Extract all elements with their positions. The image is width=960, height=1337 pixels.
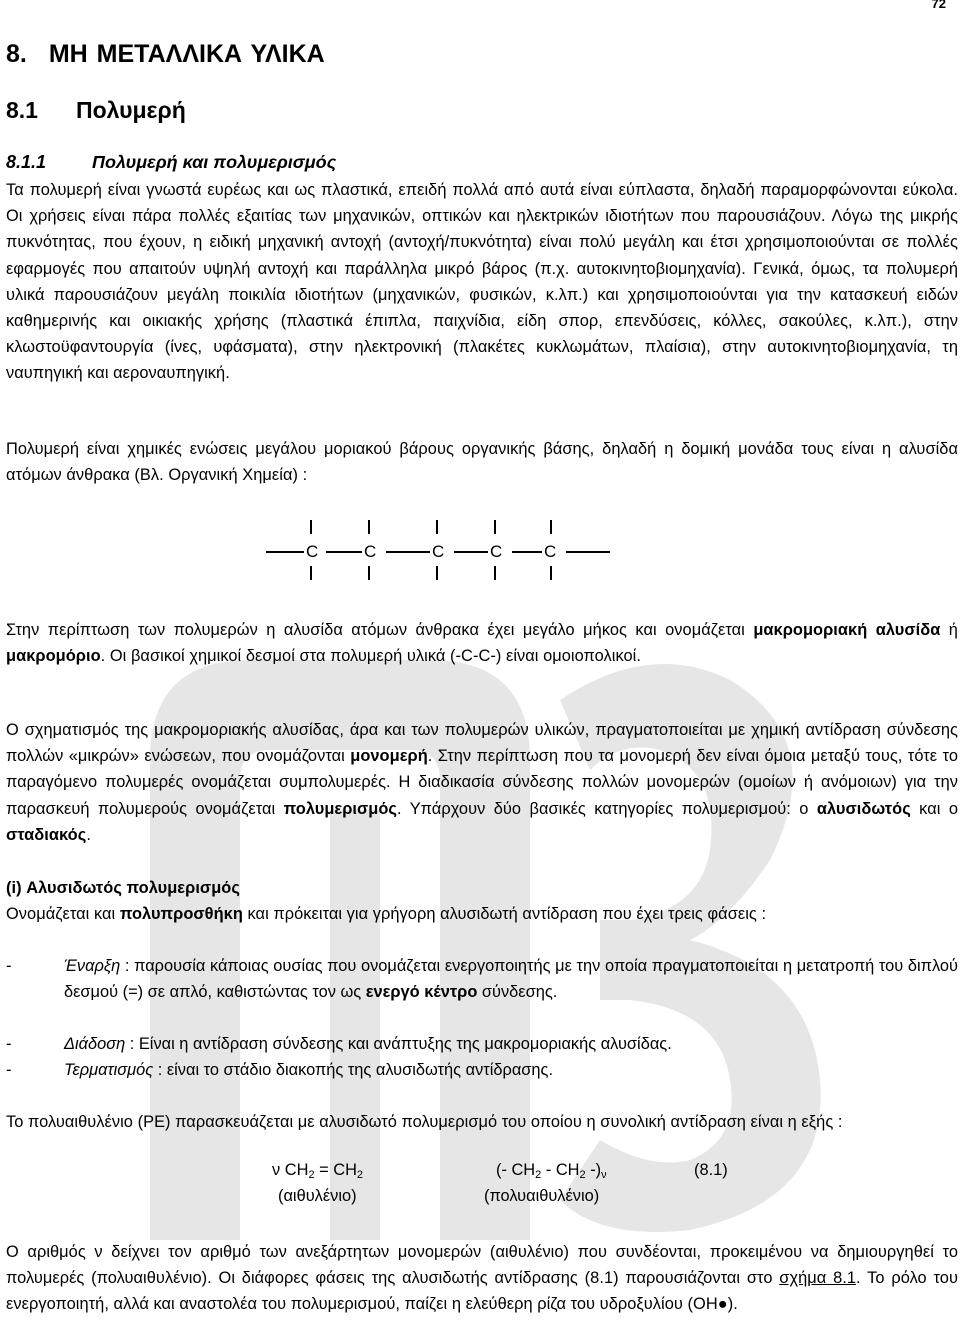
- carbon-chain-diagram: [260, 512, 620, 582]
- paragraph-addition: Ονομάζεται και πολυπροσθήκη και πρόκειται για γρήγορη αλυσιδωτή αντίδραση που έχει τρεις φάσεις :: [6, 905, 767, 923]
- term-polymerization: πολυμερισμός: [283, 799, 397, 818]
- chain-bond: [454, 551, 488, 553]
- list-item: - Έναρξη : παρουσία κάποιας ουσίας που ονομάζεται ενεργοποιητής με την οποία πραγματοποιείται η μετατροπή του διπλού δεσμού (=) σε απλό, καθιστώντας τον ως ενεργό κέντρο σύνδεσης.: [6, 957, 958, 1002]
- term-macromolecular-chain: μακρομοριακή αλυσίδα: [753, 621, 941, 639]
- term-active-center: ενεργό κέντρο: [365, 983, 478, 1002]
- list-item: - Τερματισμός : είναι το στάδιο διακοπής της αλυσιδωτής αντίδρασης.: [6, 1061, 553, 1079]
- chain-bond: [494, 566, 496, 580]
- carbon-atom: C: [432, 542, 445, 561]
- carbon-atom: C: [490, 542, 503, 561]
- chain-bond: [310, 566, 312, 580]
- term-step: σταδιακός: [6, 825, 87, 844]
- page-number: 72: [931, 0, 946, 11]
- phase-term: Διάδοση: [64, 1035, 126, 1053]
- carbon-atom: C: [364, 542, 377, 561]
- chain-bond: [512, 551, 542, 553]
- carbon-atom: C: [306, 542, 319, 561]
- paragraph-macromolecule: Στην περίπτωση των πολυμερών η αλυσίδα ατόμων άνθρακα έχει μεγάλο μήκος και ονομάζεται μακρομοριακή αλυσίδα ή μακρομόριο. Οι βασικοί χημικοί δεσμοί στα πολυμερή υλικά (-C-C-) είναι ομοιοπολικοί.: [6, 621, 958, 666]
- term-monomers: μονομερή: [350, 747, 428, 766]
- chain-bond: [494, 520, 496, 534]
- chain-bond: [550, 520, 552, 534]
- chain-bond: [436, 520, 438, 534]
- section-number: 8.1: [6, 97, 38, 123]
- carbon-atom: C: [544, 542, 557, 561]
- figure-reference-link[interactable]: σχήμα 8.1: [779, 1269, 857, 1288]
- chain-bond: [310, 520, 312, 534]
- term-addition-polymerization: πολυπροσθήκη: [119, 905, 243, 923]
- subsection-heading: [6, 152, 336, 173]
- subsection-title: Πολυμερή και πολυμερισμός: [92, 152, 337, 172]
- paragraph-polymerization: Ο σχηματισμός της μακρομοριακής αλυσίδας, άρα και των πολυμερών υλικών, πραγματοποιείται με χημική αντίδραση σύνδεσης πολλών «μικρών» ενώσεων, που ονομάζονται μονομερή. Στην περίπτωση που τα μονομερή δεν είναι όμοια μεταξύ τους, τότε το παραγόμενο πολυμερές ονομάζεται συμπολυμερές. Η διαδικασία σύνδεσης πολλών μονομερών (ομοίων ή ανόμοιων) για την παρασκευή πολυμερούς ονομάζεται πολυμερισμός. Υπάρχουν δύο βασικές κατηγορίες πολυμερισμού: ο αλυσιδωτός και ο σταδιακός.: [6, 721, 959, 844]
- list-item: - Διάδοση : Είναι η αντίδραση σύνδεσης και ανάπτυξης της μακρομοριακής αλυσίδας.: [6, 1035, 672, 1053]
- chapter-number: 8.: [6, 40, 27, 68]
- chapter-title: ΜΗ ΜΕΤΑΛΛΙΚΑ ΥΛΙΚΑ: [48, 40, 325, 68]
- chain-bond: [566, 551, 610, 553]
- chain-bond: [266, 551, 304, 553]
- paragraph-intro: Τα πολυμερή είναι γνωστά ευρέως και ως πλαστικά, επειδή πολλά από αυτά είναι εύπλαστα, δηλαδή παραμορφώνονται εύκολα. Οι χρήσεις είναι πάρα πολλές εξαιτίας των μηχανικών, οπτικών και ηλεκτρικών ιδιοτήτων που παρουσιάζουν. Λόγω της μικρής πυκνότητας, που έχουν, η ειδική μηχανική αντοχή (αντοχή/πυκνότητα) είναι πολύ μεγάλη και έτσι χρησιμοποιούνται σε πολλές εφαρμογές που απαιτούν υψηλή αντοχή και παράλληλα μικρό βάρος (π.χ. αυτοκινητοβιομηχανία). Γενικά, όμως, τα πολυμερή υλικά παρουσιάζουν μεγάλη ποικιλία ιδιοτήτων (μηχανικών, φυσικών, κ.λπ.) και χρησιμοποιούνται για την κατασκευή ειδών καθημερινής και οικιακής χρήσης (πλαστικά έπιπλα, παιχνίδια, είδη σπορ, επενδύσεις, κόλλες, σακούλες, κ.λπ.), στην κλωστοϋφαντουργία (ίνες, υφάσματα), στην ηλεκτρονική (πλακέτες κυκλωμάτων, πλαίσια), στην αυτοκινητοβιομηχανία, τη ναυπηγική και αεροναυπηγική.: [6, 181, 958, 383]
- paragraph-definition: Πολυμερή είναι χημικές ενώσεις μεγάλου μοριακού βάρους οργανικής βάσης, δηλαδή η δομική μονάδα τους είναι η αλυσίδα ατόμων άνθρακα (Βλ. Οργανική Χημεία) :: [6, 440, 958, 485]
- equation-number: (8.1): [694, 1161, 728, 1179]
- equation-rhs: (- $CH_2 - CH_2$ $-)_\nu$: [496, 1161, 607, 1181]
- section-title: Πολυμερή: [75, 97, 186, 123]
- chain-bond: [436, 566, 438, 580]
- subsection-number: 8.1.1: [6, 152, 47, 172]
- subheading-chain-polymerization: (i) Αλυσιδωτός πολυμερισμός: [6, 879, 240, 897]
- paragraph-polyethylene: Το πολυαιθυλένιο (PE) παρασκευάζεται με αλυσιδωτό πολυμερισμό του οποίου η συνολική αντίδραση είναι η εξής :: [6, 1113, 843, 1131]
- term-chain: αλυσιδωτός: [816, 799, 911, 818]
- chain-bond: [326, 551, 362, 553]
- paragraph-monomer-count: Ο αριθμός ν δείχνει τον αριθμό των ανεξάρτητων μονομερών (αιθυλένιο) που συνδέονται, προκειμένου να δημιουργηθεί το πολυμερές (πολυαιθυλένιο). Οι διάφορες φάσεις της αλυσιδωτής αντίδρασης (8.1) παρουσιάζονται στο σχήμα 8.1. Το ρόλο του ενεργοποιητή, αλλά και αναστολέα του πολυμερισμού, παίζει η ελεύθερη ρίζα του υδροξυλίου (ΟΗ●).: [6, 1243, 958, 1314]
- chain-bond: [386, 551, 430, 553]
- equation-label-polyethylene: (πολυαιθυλένιο): [484, 1187, 600, 1205]
- equation-lhs: ν $CH_2 = CH_2$: [272, 1161, 364, 1181]
- chain-bond: [368, 520, 370, 534]
- chain-bond: [550, 566, 552, 580]
- equation-label-ethylene: (αιθυλένιο): [278, 1187, 357, 1205]
- phase-term: Έναρξη: [64, 957, 121, 975]
- chain-bond: [368, 566, 370, 580]
- term-macromolecule: μακρομόριο: [6, 647, 101, 666]
- section-heading: [6, 97, 186, 124]
- phase-term: Τερματισμός: [64, 1061, 154, 1079]
- chapter-heading: [6, 40, 325, 69]
